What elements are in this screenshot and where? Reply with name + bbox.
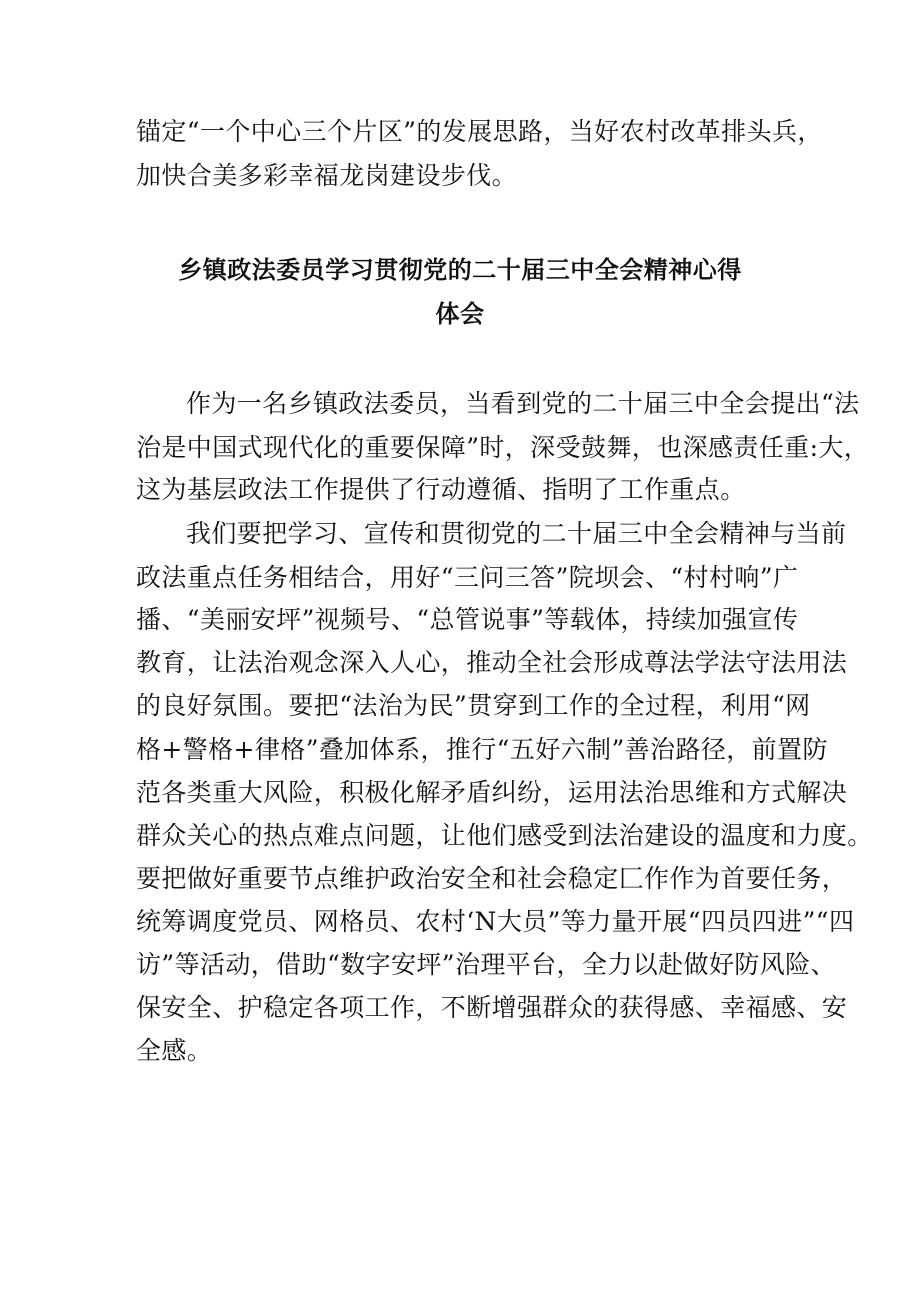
paragraph-2-line-8: 群众关心的热点难点问题，让他们感受到法治建设的温度和力度。 bbox=[136, 821, 873, 850]
paragraph-2-line-11: 访”等活动，借助“数字安坪”治理平台，全力以赴做好防风险、 bbox=[136, 950, 836, 979]
article-title-line-2: 体会 bbox=[435, 300, 485, 328]
paragraph-2-line-10: 统筹调度党员、网格员、农村‘N大员”等力量开展“四员四进”“四 bbox=[136, 907, 855, 936]
paragraph-2-line-9: 要把做好重要节点维护政治安全和社会稳定匚作作为首要任务， bbox=[136, 864, 848, 893]
paragraph-2-line-6: 格+警格+律格”叠加体系，推行“五好六制”善治路径，前置防 bbox=[136, 735, 828, 764]
article-title-line-1: 乡镇政法委员学习贯彻党的二十届三中全会精神心得 bbox=[178, 256, 742, 284]
paragraph-1-line-3: 这为基层政法工作提供了行动遵循、指明了工作重点。 bbox=[136, 475, 746, 504]
paragraph-2-line-3: 播、“美丽安坪”视频号、“总管说事”等载体，持续加强宣传 bbox=[136, 605, 799, 634]
paragraph-2-line-2: 政法重点任务相结合，用好“三问三答”院坝会、“村村响”广 bbox=[136, 563, 799, 592]
paragraph-2-line-4: 教育，让法治观念深入人心，推动全社会形成尊法学法守法用法 bbox=[136, 648, 848, 677]
intro-line-1: 锚定“一个中心三个片区”的发展思路，当好农村改革排头兵， bbox=[136, 117, 823, 146]
paragraph-2-line-1: 我们要把学习、宣传和贯彻党的二十届三中全会精神与当前 bbox=[186, 519, 847, 548]
paragraph-2-line-7: 范各类重大风险，积极化解矛盾纠纷，运用法治思维和方式解决 bbox=[136, 778, 848, 807]
paragraph-2-line-5: 的良好氛围。要把“法治为民”贯穿到工作的全过程，利用“网 bbox=[136, 691, 811, 720]
paragraph-1-line-1: 作为一名乡镇政法委员，当看到党的二十届三中全会提出“法 bbox=[186, 389, 860, 418]
paragraph-1-line-2: 治是中国式现代化的重要保障”时，深受鼓舞，也深感责任重:大， bbox=[136, 433, 870, 462]
paragraph-2-line-13: 全感。 bbox=[136, 1036, 213, 1065]
intro-line-2: 加快合美多彩幸福龙岗建设步伐。 bbox=[136, 161, 518, 190]
paragraph-2-line-12: 保安全、护稳定各项工作，不断增强群众的获得感、幸福感、安 bbox=[136, 993, 848, 1022]
